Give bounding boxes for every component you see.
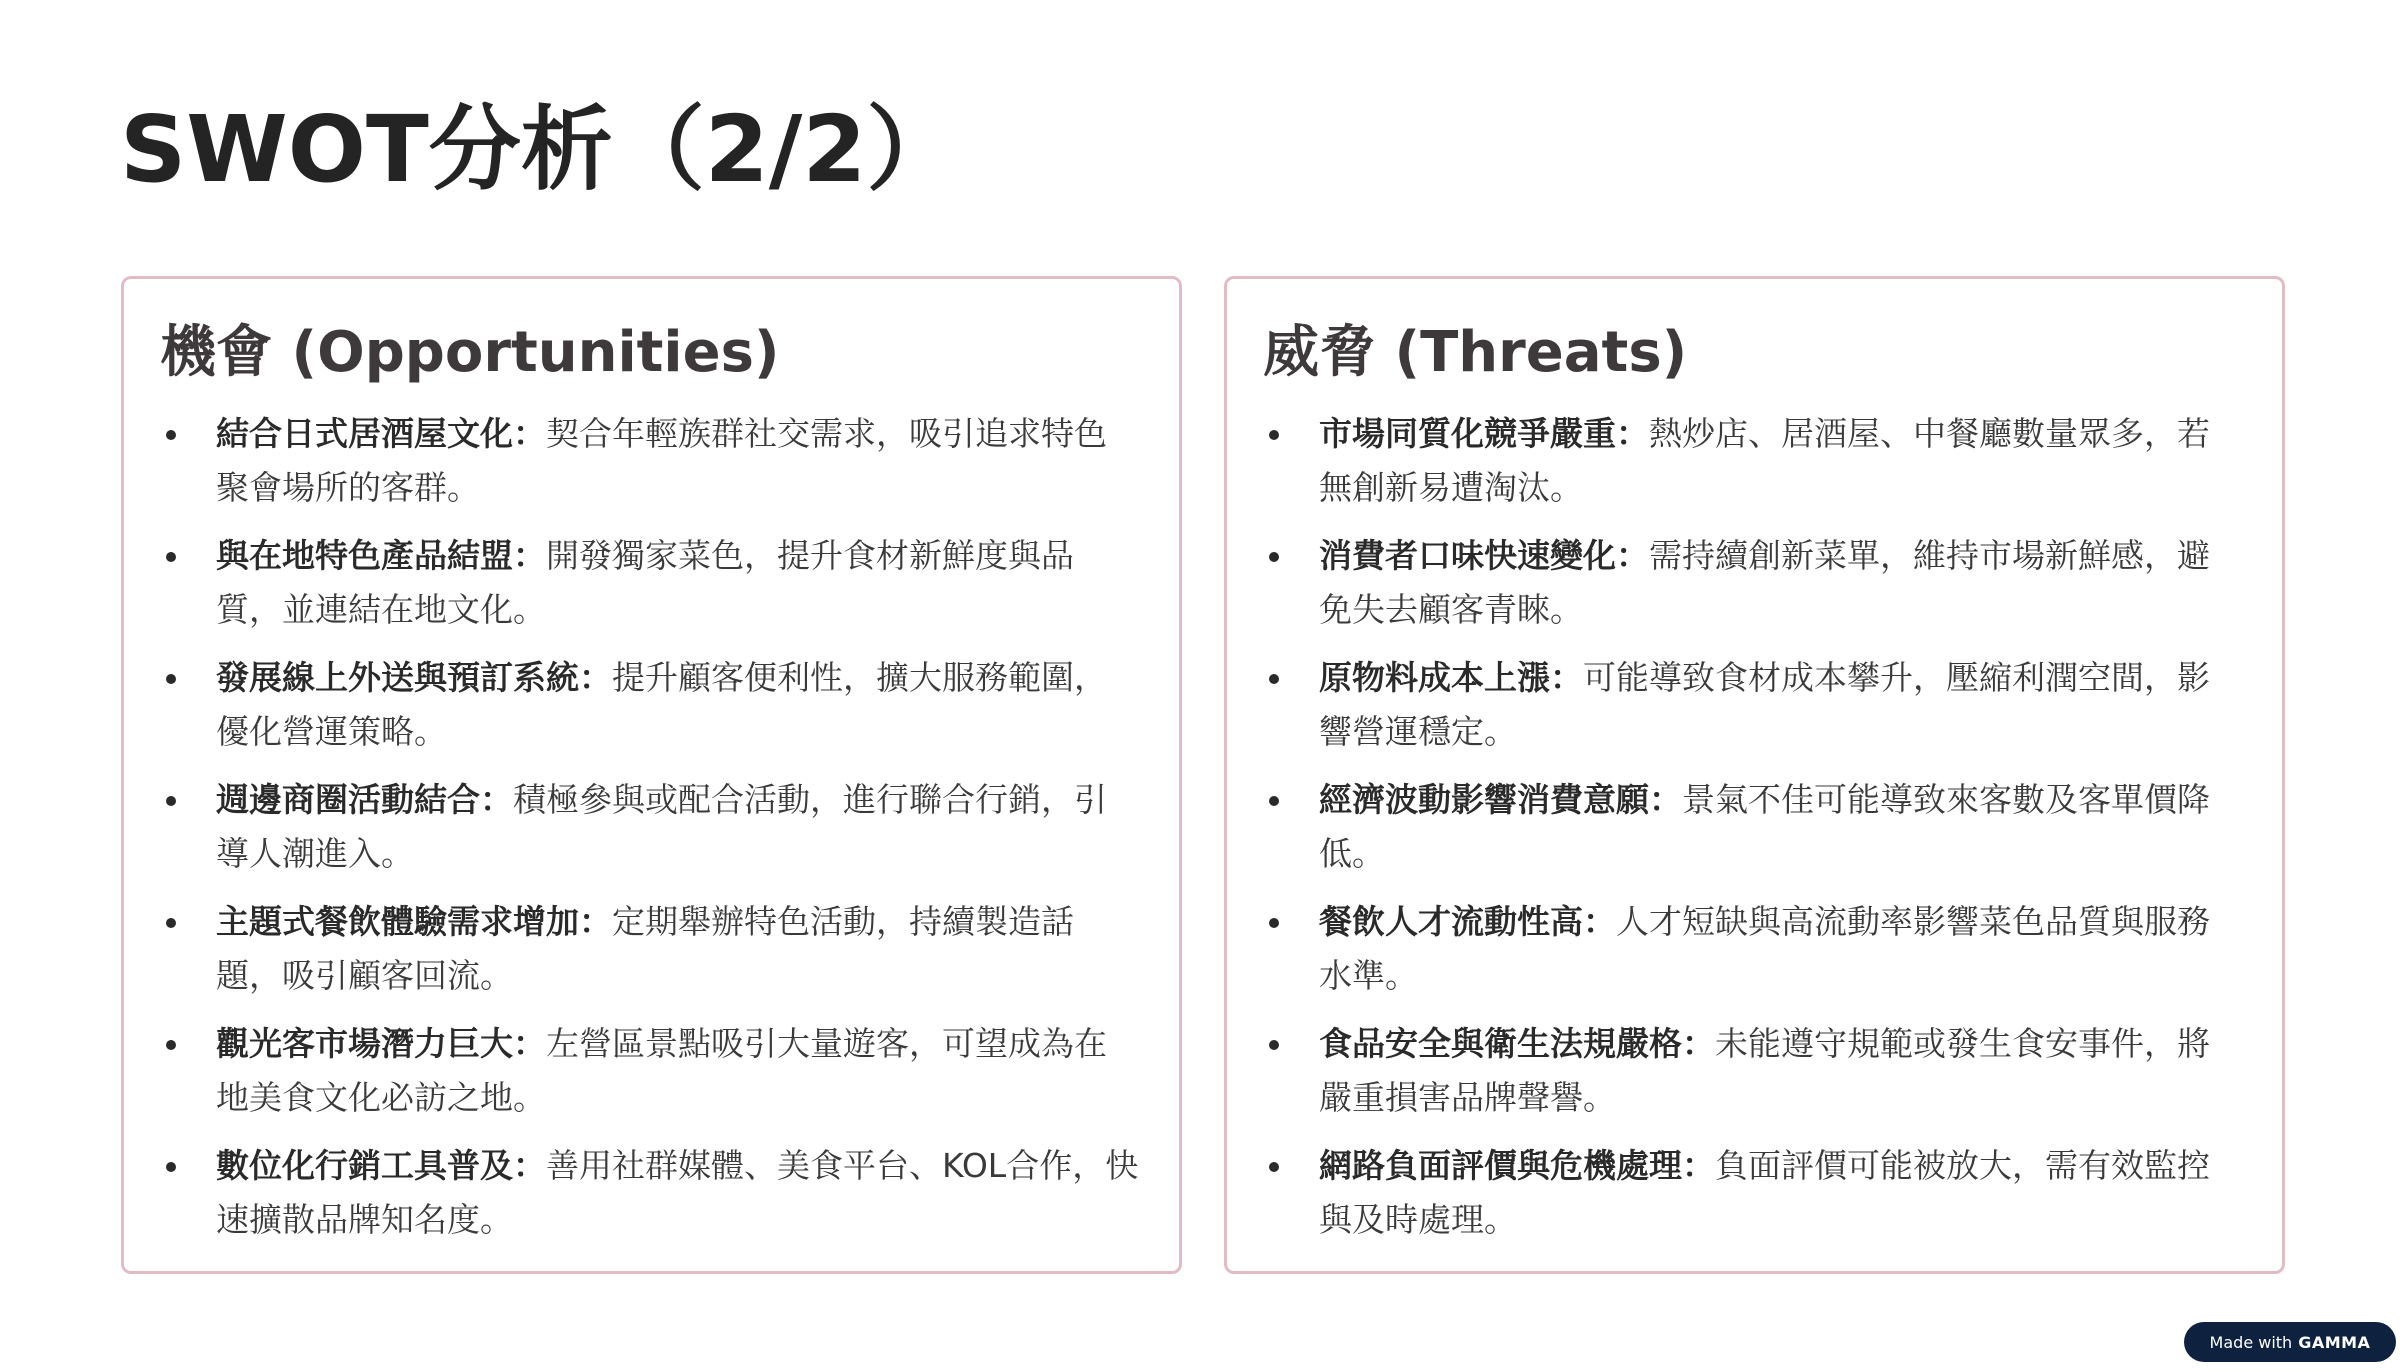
item-text: 契合年輕族群社交需求，吸引追求特色聚會場所的客群。 (216, 414, 1107, 507)
list-item (160, 651, 1139, 759)
opportunities-heading: 機會 (Opportunities) (160, 320, 780, 385)
item-text: 積極參與或配合活動，進行聯合行銷，引導人潮進入。 (216, 780, 1107, 873)
badge-prefix: Made with (2209, 1332, 2293, 1352)
opportunities-list (160, 407, 1139, 1247)
item-term: 週邊商圈活動結合： (216, 780, 513, 819)
item-text: 景氣不佳可能導致來客數及客單價降低。 (1319, 780, 2210, 873)
item-term: 消費者口味快速變化： (1319, 536, 1649, 575)
bullet-icon (166, 1040, 176, 1050)
item-text: 熱炒店、居酒屋、中餐廳數量眾多，若無創新易遭淘汰。 (1319, 414, 2210, 507)
item-text: 左營區景點吸引大量遊客，可望成為在地美食文化必訪之地。 (216, 1024, 1107, 1117)
list-item (1263, 529, 2242, 637)
item-text: 提升顧客便利性，擴大服務範圍，優化營運策略。 (216, 658, 1107, 751)
bullet-icon (1269, 1040, 1279, 1050)
list-item (160, 895, 1139, 1003)
made-with-gamma-badge[interactable] (2184, 1322, 2396, 1362)
opportunities-card (121, 276, 1182, 1274)
item-term: 發展線上外送與預訂系統： (216, 658, 612, 697)
item-term: 數位化行銷工具普及： (216, 1146, 546, 1185)
list-item (160, 529, 1139, 637)
list-item (1263, 1017, 2242, 1125)
bullet-icon (166, 918, 176, 928)
list-item (1263, 651, 2242, 759)
item-term: 結合日式居酒屋文化： (216, 414, 546, 453)
bullet-icon (1269, 430, 1279, 440)
list-item (160, 1139, 1139, 1247)
bullet-icon (1269, 796, 1279, 806)
item-term: 餐飲人才流動性高： (1319, 902, 1616, 941)
item-term: 與在地特色產品結盟： (216, 536, 546, 575)
bullet-icon (1269, 1162, 1279, 1172)
item-term: 市場同質化競爭嚴重： (1319, 414, 1649, 453)
item-term: 原物料成本上漲： (1319, 658, 1583, 697)
item-text: 需持續創新菜單，維持市場新鮮感，避免失去顧客青睞。 (1319, 536, 2210, 629)
list-item (1263, 407, 2242, 515)
list-item (1263, 895, 2242, 1003)
bullet-icon (166, 552, 176, 562)
threats-heading: 威脅 (Threats) (1263, 320, 1688, 385)
item-text: 可能導致食材成本攀升，壓縮利潤空間，影響營運穩定。 (1319, 658, 2210, 751)
list-item (160, 773, 1139, 881)
list-item (1263, 1139, 2242, 1247)
list-item (160, 1017, 1139, 1125)
bullet-icon (166, 430, 176, 440)
bullet-icon (166, 674, 176, 684)
item-term: 經濟波動影響消費意願： (1319, 780, 1682, 819)
item-text: 開發獨家菜色，提升食材新鮮度與品質，並連結在地文化。 (216, 536, 1074, 629)
item-text: 人才短缺與高流動率影響菜色品質與服務水準。 (1319, 902, 2210, 995)
item-text: 善用社群媒體、美食平台、KOL合作，快速擴散品牌知名度。 (216, 1146, 1139, 1239)
list-item (160, 407, 1139, 515)
item-term: 主題式餐飲體驗需求增加： (216, 902, 612, 941)
item-text: 未能遵守規範或發生食安事件，將嚴重損害品牌聲譽。 (1319, 1024, 2210, 1117)
item-text: 負面評價可能被放大，需有效監控與及時處理。 (1319, 1146, 2210, 1239)
item-term: 網路負面評價與危機處理： (1319, 1146, 1715, 1185)
bullet-icon (166, 1162, 176, 1172)
bullet-icon (166, 796, 176, 806)
item-term: 觀光客市場潛力巨大： (216, 1024, 546, 1063)
bullet-icon (1269, 918, 1279, 928)
threats-card (1224, 276, 2285, 1274)
list-item (1263, 773, 2242, 881)
bullet-icon (1269, 674, 1279, 684)
gamma-logo: GAMMA (2298, 1332, 2371, 1352)
item-text: 定期舉辦特色活動，持續製造話題，吸引顧客回流。 (216, 902, 1074, 995)
bullet-icon (1269, 552, 1279, 562)
threats-list (1263, 407, 2242, 1247)
page-title: SWOT分析（2/2） (120, 96, 959, 203)
item-term: 食品安全與衛生法規嚴格： (1319, 1024, 1715, 1063)
